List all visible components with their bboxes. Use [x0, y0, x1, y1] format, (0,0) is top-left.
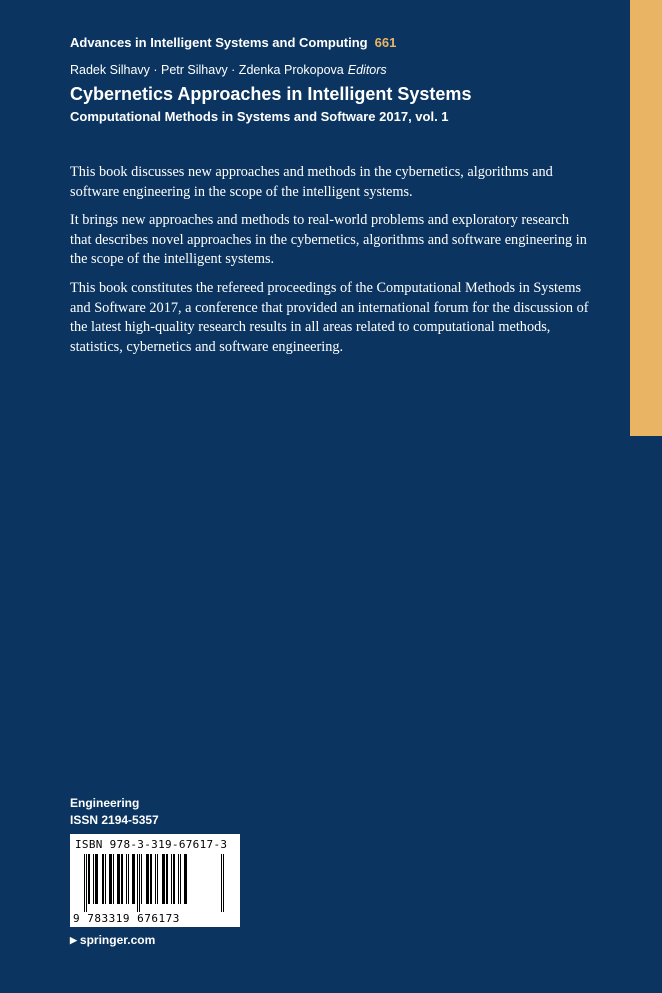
- barcode-bar: [88, 854, 90, 904]
- barcode-bar: [121, 854, 123, 904]
- barcode-bar: [221, 854, 222, 912]
- barcode-bar: [126, 854, 127, 904]
- barcode-bar: [95, 854, 98, 904]
- publisher-link[interactable]: [70, 933, 155, 947]
- isbn-barcode: [70, 834, 240, 927]
- barcode-bar: [139, 854, 140, 912]
- editor-names: Radek Silhavy · Petr Silhavy · Zdenka Prokopova: [70, 63, 344, 77]
- barcode-bar: [171, 854, 172, 904]
- blurb-paragraph: It brings new approaches and methods to real-world problems and exploratory research that describes novel approaches in the cybernetics, algorithms and software engineering in the scope of the intelligent systems.: [70, 212, 587, 268]
- barcode-bar: [173, 854, 175, 904]
- publisher-url: springer.com: [79, 933, 156, 947]
- issn: ISSN 2194-5357: [70, 813, 159, 827]
- barcode-bar: [178, 854, 179, 904]
- barcode-bar: [180, 854, 181, 904]
- blurb-paragraph: This book discusses new approaches and methods in the cybernetics, algorithms and software engineering in the scope of the intelligent systems.: [70, 164, 553, 200]
- barcode-bar: [93, 854, 94, 904]
- barcode-bar: [223, 854, 224, 912]
- barcode-bar: [146, 854, 149, 904]
- barcode-bar: [157, 854, 158, 904]
- ean-digits: 9 783319 676173: [73, 912, 180, 925]
- series-name: Advances in Intelligent Systems and Computing: [70, 35, 368, 50]
- blurb: [70, 163, 590, 366]
- barcode-bar: [102, 854, 104, 904]
- blurb-paragraph: This book constitutes the refereed proceedings of the Computational Methods in Systems and Software 2017, a conference that provided an international forum for the discussion of the latest high-quality research results in all areas related to computational methods, statistics, cybernetics and software engineering.: [70, 279, 589, 355]
- series-number: 661: [374, 35, 397, 50]
- barcode-bar: [113, 854, 114, 904]
- barcode-bars: [84, 854, 226, 912]
- barcode-bar: [162, 854, 165, 904]
- book-subtitle: Computational Methods in Systems and Software 2017, vol. 1: [70, 109, 449, 124]
- barcode-bar: [132, 854, 135, 904]
- barcode-bar: [86, 854, 87, 912]
- barcode-bar: [166, 854, 168, 904]
- barcode-bar: [141, 854, 142, 904]
- barcode-bar: [150, 854, 152, 904]
- barcode-bar: [184, 854, 187, 904]
- barcode-bar: [117, 854, 120, 904]
- accent-stripe: [630, 0, 662, 436]
- book-title: Cybernetics Approaches in Intelligent Systems: [70, 84, 472, 104]
- subject-category: Engineering: [70, 796, 140, 810]
- editors-role: Editors: [347, 63, 387, 77]
- barcode-bar: [84, 854, 85, 912]
- editors-line: [70, 63, 387, 77]
- barcode-bar: [128, 854, 129, 904]
- barcode-bar: [105, 854, 106, 904]
- series-line: [70, 35, 396, 50]
- barcode-bar: [109, 854, 112, 904]
- isbn-label: ISBN 978-3-319-67617-3: [75, 838, 228, 851]
- arrow-right-icon: ▶: [70, 935, 77, 945]
- barcode-bar: [155, 854, 156, 904]
- barcode-bar: [137, 854, 138, 912]
